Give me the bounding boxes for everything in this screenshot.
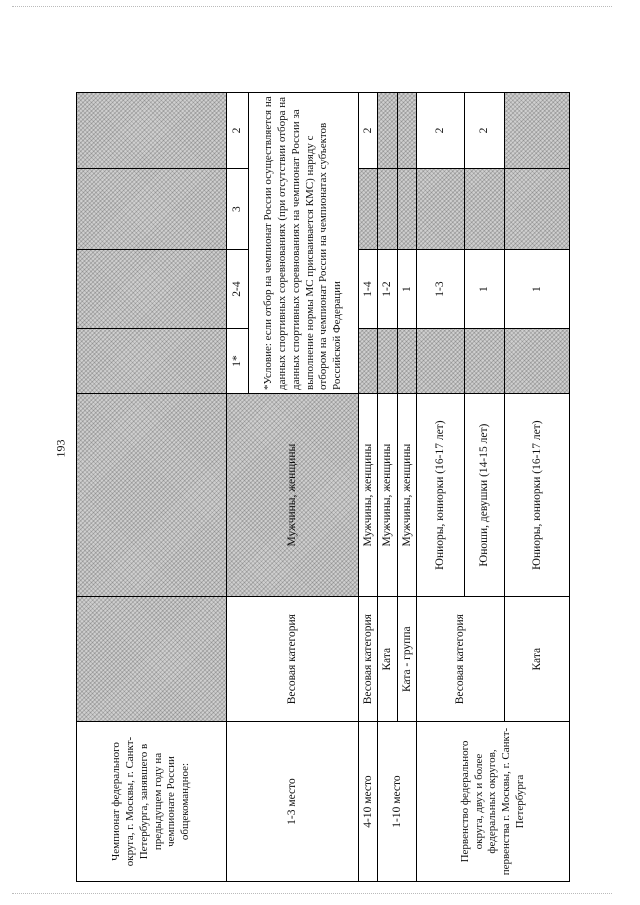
- place-1st-rank-cell: 3: [227, 168, 249, 249]
- bottom-scan-rule: [12, 893, 612, 894]
- place-ms-cell: [359, 328, 378, 393]
- page-number: 193: [53, 439, 68, 458]
- rank-cell: 2: [417, 93, 465, 169]
- place-ms-cell: [378, 328, 397, 393]
- discipline-cell: Весовая категория: [359, 597, 378, 722]
- rank-cell: 2: [465, 93, 505, 169]
- discipline-cell: Ката: [505, 597, 570, 722]
- place-1st-rank-cell: [77, 168, 227, 249]
- competition-cell: Первенство федерального округа, двух и более федеральных округов, первенства г. Москвы, г. Санкт-Петербурга: [417, 722, 570, 882]
- condition-note: *Условие: если отбор на чемпионат России осуществляется на данных спортивных соревнованиях (при отсутствии отбора на данных спортивных соревнованиях на чемпионат России за выполнение нормы МС присваивается КМС) наряду с отбором на чемпионат России на чемпионатах субъектов Российской Федерации: [249, 93, 359, 394]
- discipline-cell: Весовая категория: [417, 597, 505, 722]
- sport-ranks-table: [76, 92, 570, 882]
- place-range-cell: 1-3 место: [227, 722, 359, 882]
- place-ms-cell: [505, 328, 570, 393]
- rank-cell: [378, 93, 397, 169]
- place-kms-cell: 1-4: [359, 250, 378, 329]
- rank-cell: [505, 93, 570, 169]
- group-cell: Мужчины, женщины: [227, 393, 359, 596]
- group-cell: Юноши, девушки (14-15 лет): [465, 393, 505, 596]
- place-range-cell: 1-10 место: [378, 722, 417, 882]
- place-1st-rank-cell: [505, 168, 570, 249]
- place-1st-rank-cell: [378, 168, 397, 249]
- top-scan-rule: [12, 6, 612, 7]
- table-row: [417, 93, 465, 882]
- place-kms-cell: 1: [465, 250, 505, 329]
- place-ms-cell: [465, 328, 505, 393]
- table-row: [77, 93, 227, 882]
- rank-cell: [77, 93, 227, 169]
- place-kms-cell: 2-4: [227, 250, 249, 329]
- place-1st-rank-cell: [465, 168, 505, 249]
- discipline-cell: Ката: [378, 597, 397, 722]
- rotated-table-frame: [76, 92, 556, 882]
- table-row: [227, 93, 249, 882]
- rank-cell: 2: [227, 93, 249, 169]
- discipline-cell: [77, 597, 227, 722]
- place-kms-cell: 1-2: [378, 250, 397, 329]
- table-row: [359, 93, 378, 882]
- place-ms-cell: [417, 328, 465, 393]
- discipline-cell: Ката - группа: [397, 597, 416, 722]
- place-ms-cell: 1*: [227, 328, 249, 393]
- discipline-cell: Весовая категория: [227, 597, 359, 722]
- group-cell: Мужчины, женщины: [359, 393, 378, 596]
- group-cell: Юниоры, юниорки (16-17 лет): [505, 393, 570, 596]
- place-ms-cell: [77, 328, 227, 393]
- place-kms-cell: 1-3: [417, 250, 465, 329]
- rotated-table-container: [76, 92, 556, 882]
- place-kms-cell: [77, 250, 227, 329]
- group-cell: Мужчины, женщины: [397, 393, 416, 596]
- group-cell: Юниоры, юниорки (16-17 лет): [417, 393, 465, 596]
- group-cell: Мужчины, женщины: [378, 393, 397, 596]
- table-row: [378, 93, 397, 882]
- place-range-cell: 4-10 место: [359, 722, 378, 882]
- place-1st-rank-cell: [417, 168, 465, 249]
- place-kms-cell: 1: [397, 250, 416, 329]
- place-kms-cell: 1: [505, 250, 570, 329]
- competition-cell: Чемпионат федерального округа, г. Москвы, г. Санкт-Петербурга, занявшего в предыдущем году на чемпионате России общекомандное:: [77, 722, 227, 882]
- place-ms-cell: [397, 328, 416, 393]
- place-1st-rank-cell: [397, 168, 416, 249]
- rank-cell: 2: [359, 93, 378, 169]
- group-cell: [77, 393, 227, 596]
- rank-cell: [397, 93, 416, 169]
- place-1st-rank-cell: [359, 168, 378, 249]
